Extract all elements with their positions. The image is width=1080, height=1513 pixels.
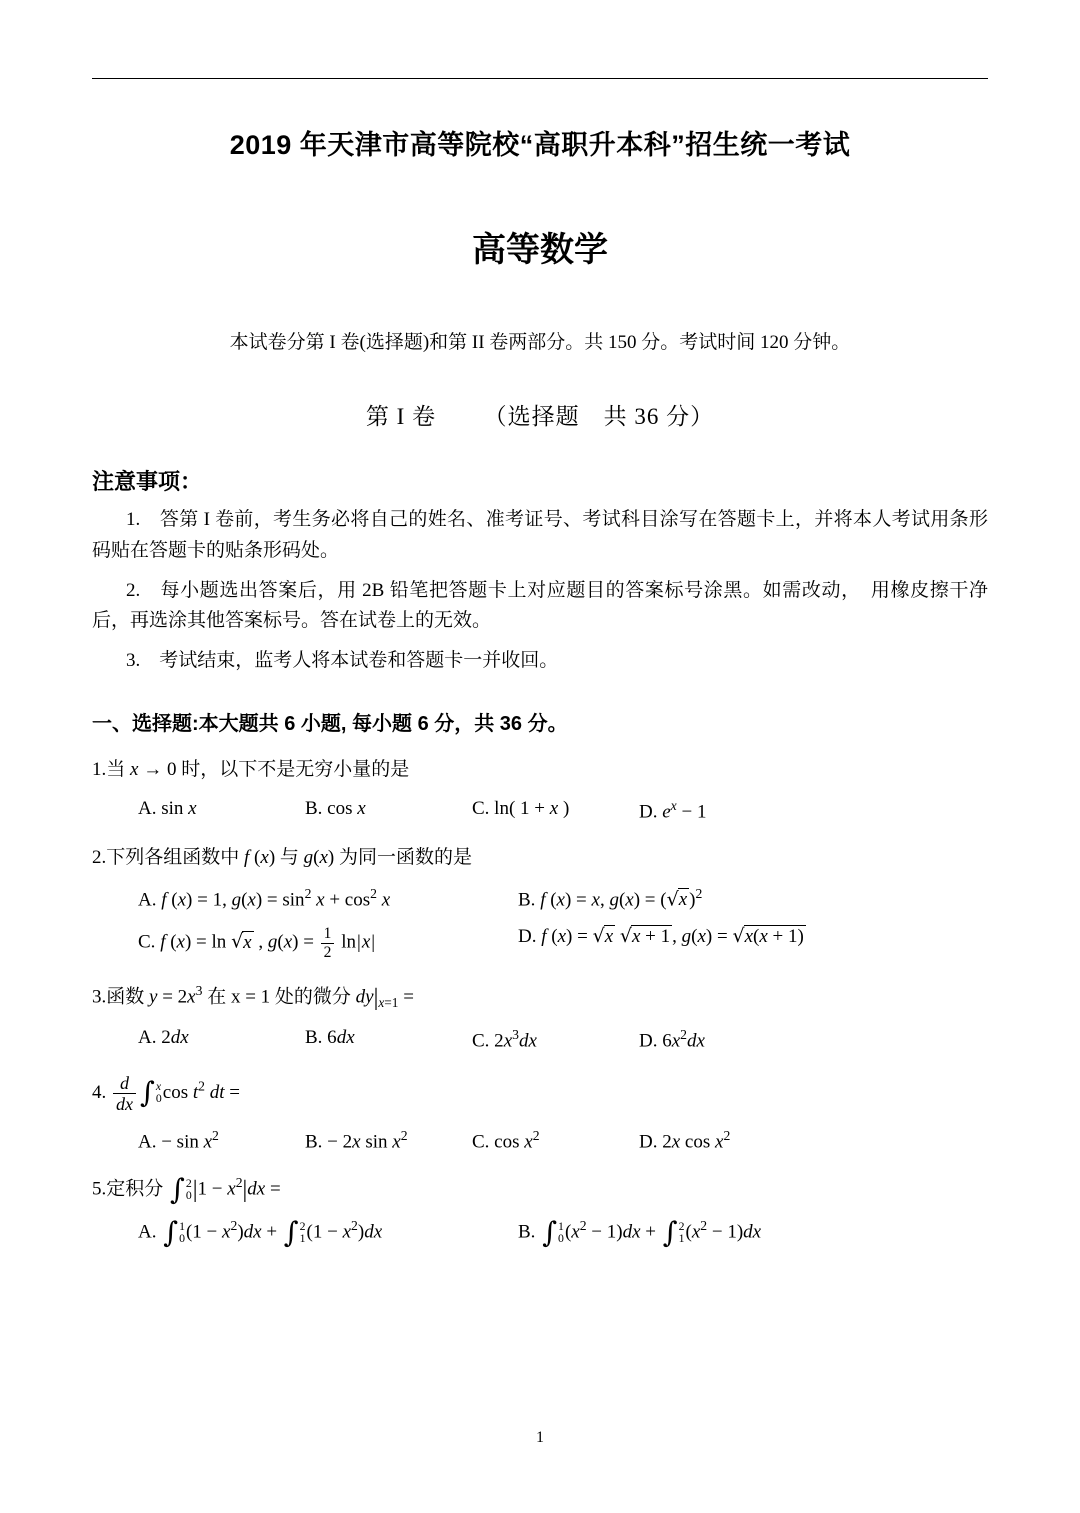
- option-row: [92, 798, 988, 823]
- notice-title: 注意事项：: [92, 469, 203, 494]
- question-stem: 2.下列各组函数中 f (x) 与 g(x) 为同一函数的是: [92, 846, 472, 868]
- section-heading-right: （选择题 共 36 分）: [483, 404, 715, 429]
- option-c: C. $2x^3dx$: [472, 1027, 537, 1052]
- notice-item-text: 3. 考试结束，监考人将本试卷和答题卡一并收回。: [126, 650, 559, 672]
- option-d: D. 2x $\cos x^2$: [639, 1128, 731, 1153]
- question-number: 4.: [92, 1081, 107, 1103]
- question-stem: 3.函数 $y = 2x^3$ 在 x = 1 处的微分 $dy|_{x=1}$ =: [92, 983, 414, 1011]
- option-b: B. f (x) = x, g(x) = (√x )$^2$: [518, 886, 703, 911]
- question-number: 3.: [92, 986, 107, 1008]
- notice-item: [92, 576, 988, 638]
- question-number: 5.: [92, 1178, 107, 1200]
- option-row: [92, 1027, 988, 1052]
- page-title: 2019 年天津市高等院校“高职升本科”招生统一考试: [229, 130, 851, 160]
- question-stem: 5.定积分 ∫ 2 0 $|1 - x^2|dx$ =: [92, 1173, 281, 1207]
- option-b: B. ∫ 1 0 $(x^2 - 1)dx$ + ∫ 2 1 $(x^2 - 1)dx$: [518, 1215, 762, 1249]
- option-row: [92, 1128, 988, 1153]
- section-heading-left: 第 I 卷: [365, 404, 437, 429]
- subject-title: 高等数学: [472, 231, 608, 269]
- option-row: [92, 1215, 988, 1249]
- question-stem-suffix: 时，以下不是无穷小量的是: [181, 758, 410, 780]
- question-stem: 4. $\frac{d}{dx}$ ∫ x 0 $\cos t^2$ dt =: [92, 1072, 240, 1114]
- notice-item: [92, 505, 988, 567]
- option-row: [92, 886, 988, 911]
- question-number: 1.: [92, 758, 107, 780]
- section-heading: [92, 398, 988, 431]
- option-b: B. − 2x $\sin x^2$: [305, 1128, 408, 1153]
- option-a: A. 2dx: [138, 1027, 189, 1049]
- question-stem: 1.当 x → 0 时，以下不是无穷小量的是: [92, 758, 410, 780]
- option-c: C. ln( 1 + x ): [472, 798, 570, 820]
- part-title: 一、选择题:本大题共 6 小题, 每小题 6 分，共 36 分。: [92, 712, 568, 735]
- option-row: [92, 925, 988, 961]
- notice-item-text: 1. 答第 I 卷前，考生务必将自己的姓名、准考证号、考试科目涂写在答题卡上，并将本人考试用条形码贴在答题卡的贴条形码处。: [92, 509, 988, 561]
- question-stem-prefix: 当: [106, 758, 126, 780]
- question-number: 2.: [92, 846, 107, 868]
- option-b: B. 6dx: [305, 1027, 355, 1049]
- notice-item: [92, 646, 988, 677]
- option-a: A. f (x) = 1, $g(x) = \sin^2 x + \cos^2 x$: [138, 886, 391, 911]
- exam-note: 本试卷分第 I 卷(选择题)和第 II 卷两部分。共 150 分。考试时间 120 分钟。: [229, 332, 851, 353]
- option-a: A. ∫ 1 0 $(1 - x^2)dx$ + ∫ 2 1 $(1 - x^2)dx$: [138, 1215, 383, 1249]
- option-b: B. cos x: [305, 798, 366, 820]
- header-rule: [92, 78, 988, 79]
- option-d: D. $6x^2dx$: [639, 1027, 705, 1052]
- option-c: C. f (x) = ln √x , g(x) = $\frac{1}{2}$ ln|x|: [138, 925, 376, 961]
- option-d: D. $e^x - 1$: [639, 798, 707, 823]
- option-a: A. − $\sin x^2$: [138, 1128, 219, 1153]
- option-a: A. sin x: [138, 798, 197, 820]
- option-d: D. f (x) = √x √x + 1 , g(x) = √x(x + 1): [518, 925, 804, 948]
- page-number: 1: [536, 1429, 544, 1446]
- option-c: C. $\cos x^2$: [472, 1128, 540, 1153]
- notice-item-text: 2. 每小题选出答案后，用 2B 铅笔把答题卡上对应题目的答案标号涂黑。如需改动， 用橡皮擦干净后，再选涂其他答案标号。答在试卷上的无效。: [92, 579, 988, 632]
